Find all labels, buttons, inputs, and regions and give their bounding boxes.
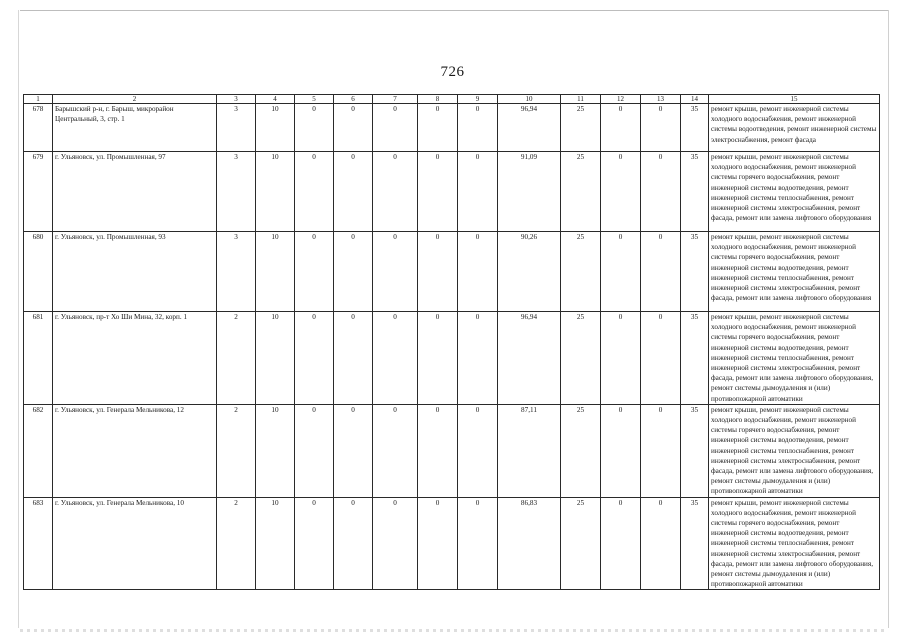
column-header: 14	[681, 95, 709, 104]
row-number: 683	[24, 497, 53, 590]
value-cell: 0	[458, 404, 498, 497]
value-cell: 2	[217, 312, 256, 405]
value-cell: 2	[217, 404, 256, 497]
address-cell: г. Ульяновск, пр-т Хо Ши Мина, 32, корп. 1	[53, 312, 217, 405]
row-number: 678	[24, 104, 53, 152]
address-cell: г. Ульяновск, ул. Генерала Мельникова, 10	[53, 497, 217, 590]
table-row	[24, 152, 880, 232]
column-header: 11	[561, 95, 601, 104]
value-cell: 0	[295, 497, 334, 590]
value-cell: 3	[217, 232, 256, 312]
address-cell: г. Ульяновск, ул. Промышленная, 97	[53, 152, 217, 232]
value-cell: 10	[256, 312, 295, 405]
row-number: 679	[24, 152, 53, 232]
value-cell: 0	[641, 497, 681, 590]
value-cell: 86,83	[498, 497, 561, 590]
address-cell: г. Ульяновск, ул. Генерала Мельникова, 12	[53, 404, 217, 497]
value-cell: 0	[418, 312, 458, 405]
value-cell: 0	[601, 497, 641, 590]
value-cell: 35	[681, 404, 709, 497]
value-cell: 0	[334, 104, 373, 152]
value-cell: 0	[295, 152, 334, 232]
value-cell: 0	[334, 312, 373, 405]
column-header: 9	[458, 95, 498, 104]
scan-top-edge	[20, 10, 888, 11]
value-cell: 0	[373, 404, 418, 497]
value-cell: 0	[641, 152, 681, 232]
value-cell: 0	[641, 312, 681, 405]
value-cell: 35	[681, 312, 709, 405]
value-cell: 3	[217, 104, 256, 152]
works-cell: ремонт крыши, ремонт инженерной системы холодного водоснабжения, ремонт инженерной системы водоотведения, ремонт инженерной системы электроснабжения, ремонт фасада	[709, 104, 880, 152]
address-cell: Барышский р-н, г. Барыш, микрорайон Центральный, 3, стр. 1	[53, 104, 217, 152]
value-cell: 25	[561, 497, 601, 590]
housing-repair-table	[23, 94, 880, 590]
value-cell: 0	[601, 404, 641, 497]
table-row	[24, 497, 880, 590]
value-cell: 91,09	[498, 152, 561, 232]
column-header: 15	[709, 95, 880, 104]
value-cell: 10	[256, 404, 295, 497]
column-header: 2	[53, 95, 217, 104]
value-cell: 0	[334, 232, 373, 312]
table-row	[24, 104, 880, 152]
value-cell: 0	[601, 104, 641, 152]
value-cell: 0	[418, 497, 458, 590]
column-header: 10	[498, 95, 561, 104]
value-cell: 0	[601, 152, 641, 232]
value-cell: 35	[681, 497, 709, 590]
value-cell: 0	[458, 232, 498, 312]
column-header: 5	[295, 95, 334, 104]
value-cell: 35	[681, 152, 709, 232]
value-cell: 10	[256, 232, 295, 312]
column-number-header-row	[24, 95, 880, 104]
value-cell: 0	[334, 404, 373, 497]
scan-bottom-noise	[20, 629, 886, 632]
column-header: 1	[24, 95, 53, 104]
value-cell: 0	[373, 104, 418, 152]
column-header: 12	[601, 95, 641, 104]
row-number: 680	[24, 232, 53, 312]
value-cell: 3	[217, 152, 256, 232]
table-row	[24, 404, 880, 497]
value-cell: 0	[458, 497, 498, 590]
value-cell: 2	[217, 497, 256, 590]
column-header: 4	[256, 95, 295, 104]
value-cell: 0	[641, 232, 681, 312]
table-row	[24, 312, 880, 405]
value-cell: 0	[458, 152, 498, 232]
value-cell: 0	[295, 104, 334, 152]
value-cell: 25	[561, 152, 601, 232]
value-cell: 10	[256, 497, 295, 590]
value-cell: 87,11	[498, 404, 561, 497]
value-cell: 0	[418, 104, 458, 152]
works-cell: ремонт крыши, ремонт инженерной системы холодного водоснабжения, ремонт инженерной системы горячего водоснабжения, ремонт инженерной системы водоотведения, ремонт инженерной системы теплоснабжения, ремонт инженерной системы электроснабжения, ремонт фасада, ремонт или замена лифтового оборудования, ремонт системы дымоудаления и (или) противопожарной автоматики	[709, 404, 880, 497]
value-cell: 25	[561, 104, 601, 152]
value-cell: 0	[295, 312, 334, 405]
value-cell: 10	[256, 152, 295, 232]
table-row	[24, 232, 880, 312]
value-cell: 0	[373, 232, 418, 312]
value-cell: 0	[373, 152, 418, 232]
value-cell: 0	[373, 312, 418, 405]
scan-right-edge	[888, 10, 889, 628]
works-cell: ремонт крыши, ремонт инженерной системы холодного водоснабжения, ремонт инженерной системы горячего водоснабжения, ремонт инженерной системы водоотведения, ремонт инженерной системы теплоснабжения, ремонт инженерной системы электроснабжения, ремонт фасада, ремонт или замена лифтового оборудования, ремонт системы дымоудаления и (или) противопожарной автоматики	[709, 312, 880, 405]
value-cell: 0	[458, 104, 498, 152]
value-cell: 0	[373, 497, 418, 590]
value-cell: 35	[681, 104, 709, 152]
value-cell: 0	[601, 232, 641, 312]
column-header: 6	[334, 95, 373, 104]
value-cell: 0	[641, 404, 681, 497]
column-header: 8	[418, 95, 458, 104]
value-cell: 0	[418, 152, 458, 232]
value-cell: 25	[561, 232, 601, 312]
value-cell: 0	[601, 312, 641, 405]
value-cell: 0	[641, 104, 681, 152]
page-number: 726	[440, 64, 465, 80]
value-cell: 96,94	[498, 104, 561, 152]
row-number: 681	[24, 312, 53, 405]
address-cell: г. Ульяновск, ул. Промышленная, 93	[53, 232, 217, 312]
value-cell: 0	[418, 404, 458, 497]
value-cell: 0	[418, 232, 458, 312]
value-cell: 0	[458, 312, 498, 405]
column-header: 3	[217, 95, 256, 104]
value-cell: 10	[256, 104, 295, 152]
value-cell: 25	[561, 312, 601, 405]
scan-left-edge	[18, 10, 19, 628]
works-cell: ремонт крыши, ремонт инженерной системы холодного водоснабжения, ремонт инженерной системы горячего водоснабжения, ремонт инженерной системы водоотведения, ремонт инженерной системы теплоснабжения, ремонт инженерной системы электроснабжения, ремонт фасада, ремонт или замена лифтового оборудования	[709, 232, 880, 312]
works-cell: ремонт крыши, ремонт инженерной системы холодного водоснабжения, ремонт инженерной системы горячего водоснабжения, ремонт инженерной системы водоотведения, ремонт инженерной системы теплоснабжения, ремонт инженерной системы электроснабжения, ремонт фасада, ремонт или замена лифтового оборудования	[709, 152, 880, 232]
value-cell: 90,26	[498, 232, 561, 312]
works-cell: ремонт крыши, ремонт инженерной системы холодного водоснабжения, ремонт инженерной системы горячего водоснабжения, ремонт инженерной системы водоотведения, ремонт инженерной системы теплоснабжения, ремонт инженерной системы электроснабжения, ремонт фасада, ремонт или замена лифтового оборудования, ремонт системы дымоудаления и (или) противопожарной автоматики	[709, 497, 880, 590]
value-cell: 0	[295, 232, 334, 312]
value-cell: 0	[334, 497, 373, 590]
value-cell: 25	[561, 404, 601, 497]
row-number: 682	[24, 404, 53, 497]
column-header: 13	[641, 95, 681, 104]
value-cell: 0	[295, 404, 334, 497]
value-cell: 35	[681, 232, 709, 312]
value-cell: 96,94	[498, 312, 561, 405]
value-cell: 0	[334, 152, 373, 232]
column-header: 7	[373, 95, 418, 104]
